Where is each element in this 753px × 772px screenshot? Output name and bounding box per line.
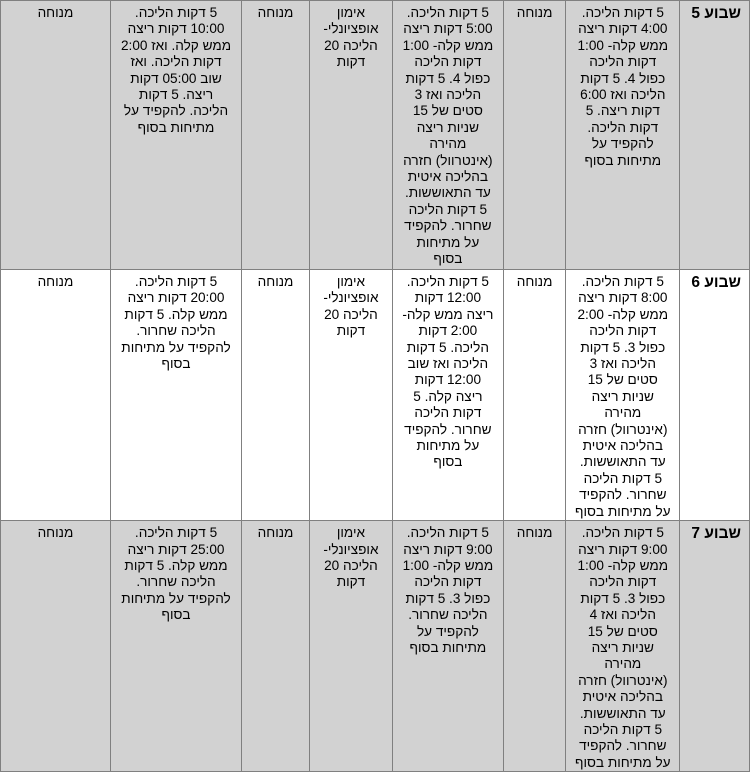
cell-text-line: (אינטרוול) חזרה bbox=[578, 421, 668, 437]
day-4-optional-cell bbox=[309, 1, 392, 270]
cell-text-line: להקפיד על bbox=[416, 623, 479, 639]
cell-text-line: 5 דקות הליכה bbox=[583, 721, 662, 737]
week-row bbox=[1, 521, 750, 772]
cell-text-line: ממש קלה. 5 דקות bbox=[124, 557, 228, 573]
cell-text-line: מנוחה bbox=[257, 274, 294, 289]
schedule-body bbox=[1, 1, 750, 772]
cell-text-line: מתיחות בסוף bbox=[409, 639, 487, 655]
cell-text-line: מהירה bbox=[604, 405, 642, 421]
cell-text-line: על מתיחות בסוף bbox=[575, 503, 671, 519]
cell-text-line: הליכה. 5 דקות bbox=[406, 339, 489, 355]
day-3-workout-cell bbox=[392, 1, 503, 270]
cell-text-line: מתיחות בסוף bbox=[584, 152, 662, 168]
cell-text-line: מנוחה bbox=[516, 525, 553, 541]
cell-text-line: הליכה 20 bbox=[324, 37, 378, 53]
week-label: שבוע 6 bbox=[680, 270, 750, 521]
cell-text-line: כפול 4. 5 דקות bbox=[580, 70, 666, 86]
cell-text-line: 5 דקות הליכה bbox=[408, 201, 488, 217]
cell-text-line: שחרור. להקפיד bbox=[579, 487, 667, 503]
cell-text-line: דקות הליכה. ואז bbox=[130, 54, 222, 70]
cell-text-line: 5 דקות הליכה. bbox=[581, 525, 664, 541]
cell-text-line: סטים של 15 bbox=[412, 103, 483, 119]
cell-text-line: על מתיחות בסוף bbox=[575, 754, 671, 770]
day-4-optional-cell bbox=[309, 270, 392, 521]
cell-text-line: 25:00 דקות ריצה bbox=[127, 541, 225, 557]
cell-text-line: מנוחה bbox=[516, 5, 553, 20]
day-2-rest-cell bbox=[503, 521, 566, 772]
cell-text-line: ריצה ממש קלה- bbox=[402, 306, 494, 322]
cell-text-line: הליכה ואז 3 bbox=[414, 87, 482, 103]
cell-text-line: דקות הליכה bbox=[589, 54, 657, 70]
cell-text-line: שחרור. להקפיד bbox=[404, 218, 492, 234]
cell-text-line: 12:00 דקות bbox=[414, 290, 482, 306]
cell-text-line: הליכה שחרור. bbox=[408, 607, 488, 623]
cell-text-line: בסוף bbox=[433, 454, 463, 470]
cell-text-line: מנוחה bbox=[257, 5, 294, 20]
cell-text-line: הליכה שחרור. bbox=[136, 574, 216, 590]
cell-text-line: ממש קלה- 1:00 bbox=[402, 37, 494, 53]
cell-text-line: כפול 4. 5 דקות bbox=[405, 70, 491, 86]
cell-text-line: דקות הליכה bbox=[414, 405, 482, 421]
day-5-rest-cell bbox=[242, 1, 310, 270]
week-row bbox=[1, 1, 750, 270]
cell-text-line: דקות bbox=[336, 574, 366, 590]
cell-text-line: 5 דקות הליכה. bbox=[581, 5, 664, 20]
cell-text-line: 10:00 דקות ריצה bbox=[127, 21, 225, 37]
cell-text-line: להקפיד על מתיחות bbox=[121, 339, 231, 355]
day-6-workout-cell bbox=[110, 270, 241, 521]
cell-text-line: ממש קלה- 2:00 bbox=[577, 306, 669, 322]
day-6-workout-cell bbox=[110, 521, 241, 772]
cell-text-line: הליכה שחרור. bbox=[136, 323, 216, 339]
cell-text-line: כפול 3. 5 דקות bbox=[580, 590, 666, 606]
day-1-workout-cell bbox=[566, 1, 680, 270]
cell-text-line: דקות ריצה. 5 bbox=[585, 103, 660, 119]
cell-text-line: 12:00 דקות bbox=[414, 372, 482, 388]
cell-text-line: עד התאוששות. bbox=[579, 454, 666, 470]
cell-text-line: 5 דקות הליכה bbox=[583, 470, 662, 486]
cell-text-line: דקות bbox=[336, 54, 366, 70]
day-5-rest-cell bbox=[242, 521, 310, 772]
cell-text-line: כפול 3. 5 דקות bbox=[580, 339, 666, 355]
cell-text-line: שניות ריצה bbox=[591, 639, 654, 655]
cell-text-line: דקות הליכה bbox=[589, 574, 657, 590]
cell-text-line: מהירה bbox=[604, 656, 642, 672]
cell-text-line: בסוף bbox=[161, 356, 191, 372]
cell-text-line: סטים של 15 bbox=[587, 372, 658, 388]
cell-text-line: ממש קלה. 5 דקות bbox=[124, 306, 228, 322]
cell-text-line: (אינטרוול) חזרה bbox=[403, 152, 493, 168]
cell-text-line: 20:00 דקות ריצה bbox=[127, 290, 225, 306]
cell-text-line: אימון bbox=[336, 525, 366, 541]
day-6-workout-cell bbox=[110, 1, 241, 270]
cell-text-line: בהליכה איטית bbox=[407, 169, 489, 185]
cell-text-line: 5 דקות הליכה. bbox=[134, 274, 218, 289]
cell-text-line: 5 דקות הליכה. bbox=[134, 5, 218, 20]
day-2-rest-cell bbox=[503, 1, 566, 270]
cell-text-line: מנוחה bbox=[516, 274, 553, 289]
cell-text-line: שוב 05:00 דקות bbox=[130, 70, 222, 86]
cell-text-line: 9:00 דקות ריצה bbox=[578, 541, 668, 557]
cell-text-line: אופציונלי- bbox=[323, 541, 379, 557]
week-label: שבוע 7 bbox=[680, 521, 750, 772]
cell-text-line: בסוף bbox=[161, 607, 191, 623]
cell-text-line: מנוחה bbox=[37, 525, 74, 541]
cell-text-line: 5:00 דקות ריצה bbox=[403, 21, 493, 37]
cell-text-line: 2:00 דקות bbox=[418, 323, 478, 339]
cell-text-line: 5 דקות הליכה. bbox=[581, 274, 664, 289]
cell-text-line: ממש קלה. ואז 2:00 bbox=[120, 37, 232, 53]
day-1-workout-cell bbox=[566, 521, 680, 772]
cell-text-line: 8:00 דקות ריצה bbox=[578, 290, 668, 306]
day-3-workout-cell bbox=[392, 270, 503, 521]
cell-text-line: ריצה. 5 דקות bbox=[138, 87, 214, 103]
cell-text-line: אופציונלי- bbox=[323, 21, 379, 37]
cell-text-line: ריצה קלה. 5 bbox=[413, 388, 483, 404]
cell-text-line: שחרור. להקפיד bbox=[579, 738, 667, 754]
cell-text-line: דקות הליכה bbox=[414, 574, 482, 590]
cell-text-line: ממש קלה- 1:00 bbox=[577, 557, 669, 573]
cell-text-line: שניות ריצה bbox=[591, 388, 654, 404]
cell-text-line: אימון bbox=[336, 5, 366, 20]
cell-text-line: (אינטרוול) חזרה bbox=[578, 672, 668, 688]
cell-text-line: בהליכה איטית bbox=[582, 689, 663, 705]
cell-text-line: 5 דקות הליכה. bbox=[134, 525, 218, 541]
day-4-optional-cell bbox=[309, 521, 392, 772]
cell-text-line: עד התאוששות. bbox=[404, 185, 491, 201]
day-7-rest-cell bbox=[1, 1, 111, 270]
cell-text-line: דקות הליכה. bbox=[587, 119, 659, 135]
day-2-rest-cell bbox=[503, 270, 566, 521]
cell-text-line: 9:00 דקות ריצה bbox=[403, 541, 493, 557]
day-5-rest-cell bbox=[242, 270, 310, 521]
cell-text-line: הליכה ואז שוב bbox=[407, 356, 489, 372]
day-7-rest-cell bbox=[1, 521, 111, 772]
week-label: שבוע 5 bbox=[680, 1, 750, 270]
cell-text-line: ממש קלה- 1:00 bbox=[402, 557, 494, 573]
cell-text-line: על מתיחות bbox=[416, 234, 480, 250]
day-1-workout-cell bbox=[566, 270, 680, 521]
cell-text-line: הליכה 20 bbox=[324, 557, 378, 573]
cell-text-line: ממש קלה- 1:00 bbox=[577, 37, 669, 53]
cell-text-line: עד התאוששות. bbox=[579, 705, 666, 721]
week-row bbox=[1, 270, 750, 521]
cell-text-line: הליכה ואז 3 bbox=[589, 356, 656, 372]
cell-text-line: להקפיד על מתיחות bbox=[121, 590, 231, 606]
cell-text-line: 4:00 דקות ריצה bbox=[578, 21, 668, 37]
cell-text-line: הליכה ואז 6:00 bbox=[580, 87, 666, 103]
cell-text-line: הליכה 20 bbox=[324, 306, 378, 322]
cell-text-line: דקות הליכה bbox=[589, 323, 657, 339]
cell-text-line: 5 דקות הליכה. bbox=[406, 274, 489, 289]
cell-text-line: מנוחה bbox=[37, 274, 74, 289]
cell-text-line: סטים של 15 bbox=[587, 623, 658, 639]
cell-text-line: בסוף bbox=[433, 251, 463, 267]
cell-text-line: מנוחה bbox=[257, 525, 294, 541]
cell-text-line: אימון bbox=[336, 274, 366, 289]
cell-text-line: כפול 3. 5 דקות bbox=[405, 590, 491, 606]
cell-text-line: הליכה. להקפיד על bbox=[123, 103, 229, 119]
day-3-workout-cell bbox=[392, 521, 503, 772]
cell-text-line: על מתיחות bbox=[416, 438, 480, 454]
cell-text-line: דקות bbox=[336, 323, 366, 339]
cell-text-line: אופציונלי- bbox=[323, 290, 379, 306]
cell-text-line: דקות הליכה bbox=[414, 54, 482, 70]
cell-text-line: מנוחה bbox=[37, 5, 74, 20]
cell-text-line: מהירה bbox=[429, 136, 467, 152]
cell-text-line: 5 דקות הליכה. bbox=[406, 5, 489, 20]
day-7-rest-cell bbox=[1, 270, 111, 521]
cell-text-line: שניות ריצה bbox=[416, 119, 480, 135]
cell-text-line: הליכה ואז 4 bbox=[589, 607, 656, 623]
cell-text-line: 5 דקות הליכה. bbox=[406, 525, 489, 541]
cell-text-line: להקפיד על bbox=[591, 136, 654, 152]
cell-text-line: בהליכה איטית bbox=[582, 438, 663, 454]
cell-text-line: מתיחות בסוף bbox=[137, 119, 215, 135]
cell-text-line: שחרור. להקפיד bbox=[404, 421, 492, 437]
